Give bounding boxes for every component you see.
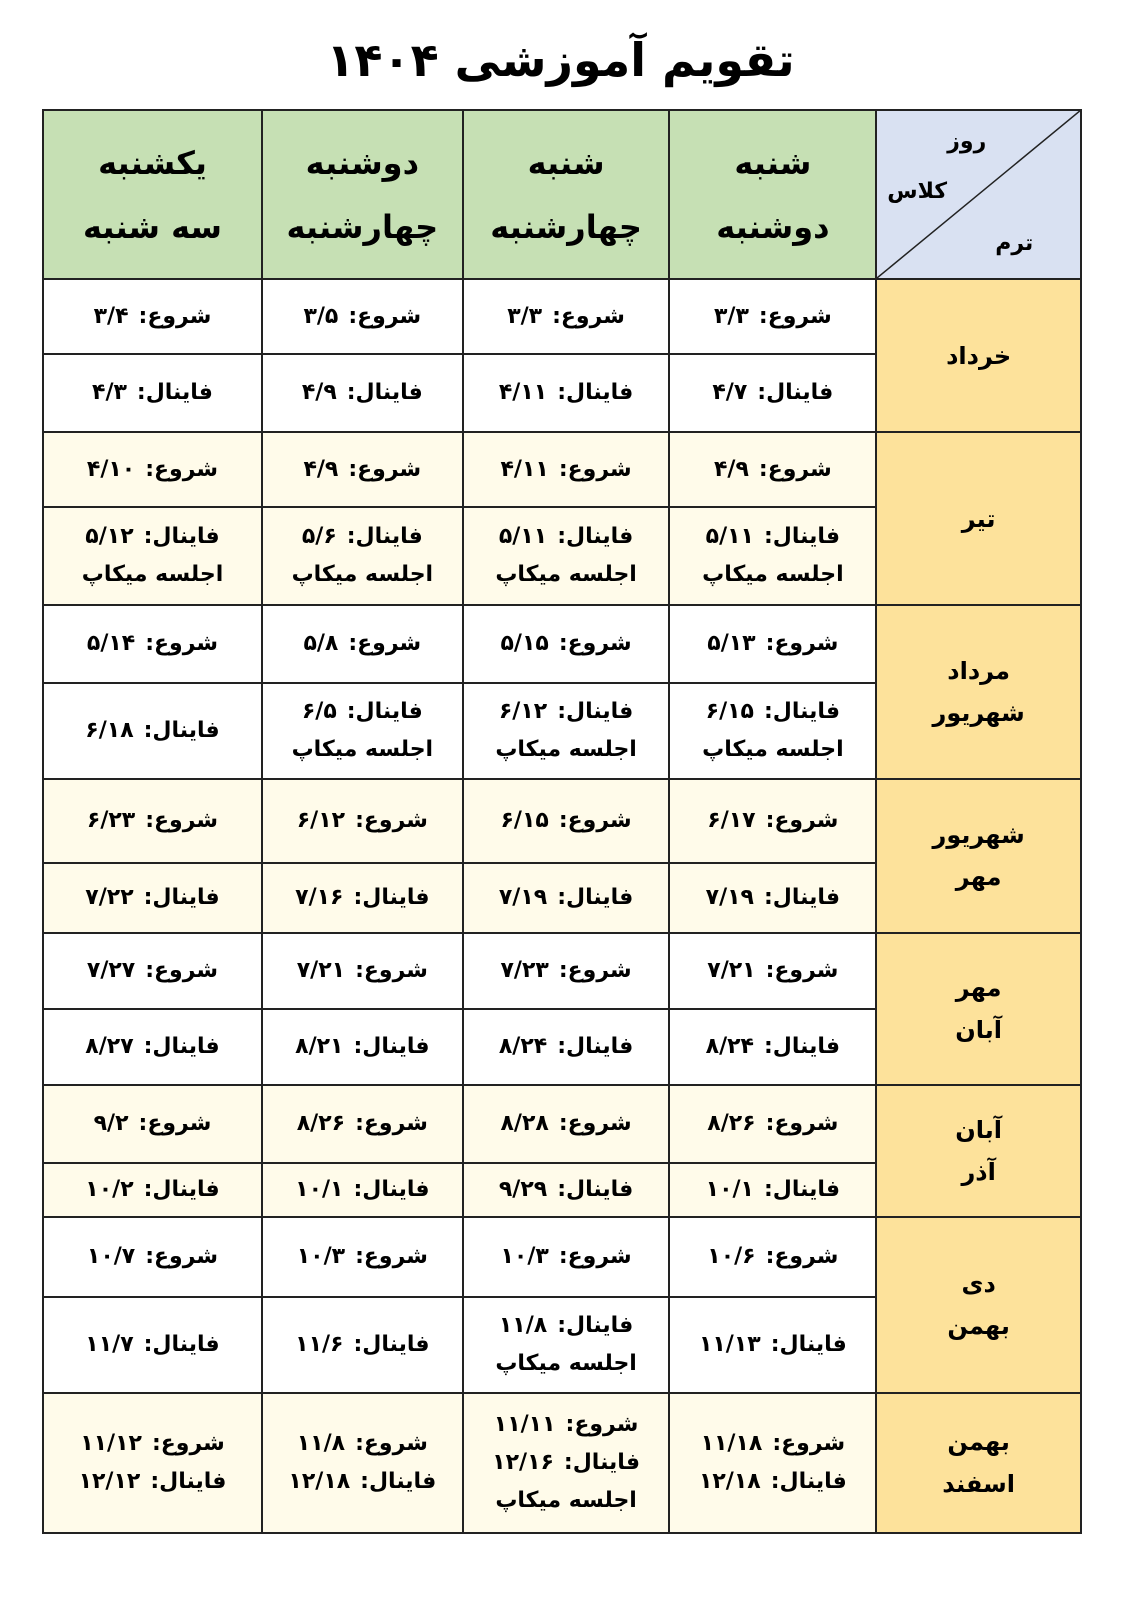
start-date: ۶/۱۵ [500,808,549,833]
final-date-cell [262,507,463,605]
start-date-cell [669,933,876,1009]
start-label: شروع: [151,1431,225,1456]
start-label: شروع: [565,1412,639,1437]
final-label: فاینال: [143,1332,220,1357]
makeup-note: اجلسه میکاپ [495,1488,637,1513]
term-name: آبان [955,1016,1002,1044]
start-date-cell [463,605,670,683]
start-label: شروع: [765,1111,839,1136]
final-date: ۱۲/۱۶ [492,1450,554,1475]
final-label: فاینال: [143,524,220,549]
makeup-note: اجلسه میکاپ [291,737,434,762]
final-date-cell [43,683,262,779]
start-date-cell [262,1085,463,1163]
start-date-cell [669,279,876,354]
start-date: ۶/۱۷ [707,808,756,833]
final-label: فاینال: [557,1177,634,1202]
final-date: ۱۲/۱۸ [288,1469,351,1494]
final-date-cell [262,354,463,432]
start-date: ۵/۱۴ [86,631,136,656]
final-label: فاینال: [770,1469,847,1494]
start-label: شروع: [765,631,839,656]
final-date: ۵/۱۱ [498,524,548,549]
final-date: ۸/۲۴ [705,1034,754,1059]
final-label: فاینال: [136,380,213,405]
final-label: فاینال: [763,524,841,549]
start-label: شروع: [765,958,839,983]
start-date: ۵/۱۳ [707,631,756,656]
start-label: شروع: [145,631,219,656]
start-label: شروع: [765,1244,839,1269]
final-date-cell [262,1297,463,1393]
start-date-cell [43,1217,262,1297]
start-date: ۵/۸ [303,631,339,656]
final-date: ۴/۷ [712,380,748,405]
start-label: شروع: [758,303,832,329]
start-date-cell [463,1217,670,1297]
start-date-cell [463,1393,670,1533]
final-date: ۱۰/۲ [85,1177,134,1202]
start-date-cell [669,1085,876,1163]
term-row-start [43,1217,1081,1297]
start-date-cell [669,779,876,863]
final-date: ۱۱/۶ [295,1332,344,1357]
column-header: یکشنبه سه شنبه [43,110,262,279]
final-date-cell [463,1163,670,1217]
final-label: فاینال: [143,1177,220,1202]
start-label: شروع: [355,958,428,983]
makeup-note: اجلسه میکاپ [291,562,434,587]
final-date: ۶/۵ [301,699,337,724]
start-label: شروع: [348,456,422,482]
final-label: فاینال: [770,1332,847,1357]
start-date-cell [43,605,262,683]
start-date-cell [43,779,262,863]
start-date: ۴/۱۱ [500,456,549,482]
final-label: فاینال: [346,699,423,724]
term-row-start [43,1085,1081,1163]
start-date: ۱۰/۳ [500,1244,549,1269]
final-label: فاینال: [763,1177,841,1202]
term-row-start [43,432,1081,507]
final-date-cell [669,1163,876,1217]
start-date: ۴/۱۰ [86,456,136,482]
start-date: ۶/۱۲ [296,808,346,833]
start-label: شروع: [558,631,632,656]
final-date-cell [43,1163,262,1217]
final-date: ۷/۱۹ [498,885,548,910]
term-name: شهریور [932,699,1025,727]
final-date: ۷/۲۲ [85,885,134,910]
final-date: ۶/۱۲ [498,699,548,724]
final-date-cell [43,507,262,605]
start-date: ۸/۲۶ [296,1111,346,1136]
final-date-cell [669,1009,876,1085]
start-date: ۱۱/۱۱ [493,1412,556,1437]
final-label: فاینال: [557,1313,634,1338]
start-label: شروع: [138,303,212,329]
corner-class-label: کلاس [887,179,948,204]
start-date-cell [463,933,670,1009]
start-label: شروع: [348,631,422,656]
final-label: فاینال: [143,885,220,910]
final-label: فاینال: [353,1034,430,1059]
final-date-cell [463,1009,670,1085]
term-name-cell [876,605,1081,779]
page-title: تقویم آموزشی ۱۴۰۴ [326,33,795,87]
start-label: شروع: [355,808,428,833]
final-date: ۵/۱۲ [85,524,134,549]
term-name-cell [876,779,1081,933]
final-date: ۱۱/۱۳ [698,1332,761,1357]
final-date: ۸/۲۷ [85,1034,134,1059]
final-label: فاینال: [353,1177,430,1202]
final-date-cell [463,863,670,933]
start-date-cell [262,933,463,1009]
final-date: ۱۱/۸ [498,1313,548,1338]
start-label: شروع: [552,303,625,329]
final-date-cell [262,1163,463,1217]
corner-header [876,110,1081,279]
final-date-cell [669,507,876,605]
start-date-cell [43,1085,262,1163]
start-date: ۷/۲۱ [296,958,346,983]
start-date-cell [669,1393,876,1533]
final-date-cell [463,1297,670,1393]
final-label: فاینال: [557,885,634,910]
column-header: دوشنبه چهارشنبه [262,110,463,279]
start-date-cell [262,605,463,683]
start-date-cell [463,432,670,507]
final-date-cell [262,683,463,779]
start-label: شروع: [355,1111,428,1136]
start-date-cell [43,432,262,507]
start-date: ۶/۲۳ [86,808,136,833]
start-label: شروع: [758,456,832,482]
final-date: ۱۰/۱ [295,1177,344,1202]
header-row [43,110,1081,279]
final-date: ۱۲/۱۸ [698,1469,761,1494]
term-name: شهریور [932,821,1025,849]
final-label: فاینال: [557,699,634,724]
term-row-start [43,933,1081,1009]
start-date: ۵/۱۵ [500,631,549,656]
final-date: ۴/۳ [92,380,127,405]
final-date: ۷/۱۹ [705,885,754,910]
final-date: ۶/۱۸ [85,718,134,743]
final-label: فاینال: [353,1332,430,1357]
term-name-cell [876,1085,1081,1217]
start-label: شروع: [145,958,219,983]
makeup-note: اجلسه میکاپ [495,1351,637,1376]
final-date: ۵/۱۱ [705,524,754,549]
term-name: خرداد [946,341,1012,370]
start-label: شروع: [558,1111,632,1136]
start-date: ۱۰/۶ [707,1244,756,1269]
start-date-cell [463,779,670,863]
start-label: شروع: [355,1244,428,1269]
start-date: ۱۱/۱۲ [80,1431,142,1456]
start-date: ۸/۲۸ [500,1111,549,1136]
calendar-table [42,109,1082,1534]
term-name-cell [876,1393,1081,1533]
final-date: ۸/۲۴ [498,1034,548,1059]
final-label: فاینال: [346,380,423,405]
start-label: شروع: [772,1431,846,1456]
term-name: دی [961,1270,996,1298]
term-name: مهر [955,974,1002,1002]
final-label: فاینال: [360,1469,437,1494]
start-date: ۳/۵ [303,303,339,329]
final-date-cell [463,507,670,605]
final-date-cell [43,354,262,432]
start-label: شروع: [558,1244,632,1269]
final-date: ۵/۶ [301,524,337,549]
final-label: فاینال: [143,1034,220,1059]
start-date-cell [669,432,876,507]
start-label: شروع: [145,808,219,833]
final-date-cell [669,863,876,933]
start-date: ۳/۴ [93,303,129,329]
term-name: مرداد [947,657,1010,685]
term-name: اسفند [942,1470,1015,1498]
start-date-cell [463,1085,670,1163]
makeup-note: اجلسه میکاپ [702,562,844,587]
final-label: فاینال: [563,1450,640,1475]
start-label: شروع: [355,1431,428,1456]
start-date-cell [262,779,463,863]
start-date-cell [262,1217,463,1297]
start-label: شروع: [138,1111,212,1136]
term-name-cell [876,1217,1081,1393]
final-date: ۱۱/۷ [85,1332,134,1357]
start-date-cell [669,605,876,683]
start-date-cell [262,279,463,354]
start-date: ۱۱/۱۸ [700,1431,763,1456]
start-date: ۳/۳ [714,303,749,329]
term-name: مهر [955,863,1002,891]
start-label: شروع: [558,958,632,983]
final-label: فاینال: [353,885,430,910]
start-date: ۱۰/۳ [296,1244,346,1269]
final-date-cell [463,683,670,779]
makeup-note: اجلسه میکاپ [702,737,844,762]
start-date-cell [669,1217,876,1297]
start-date: ۴/۹ [303,456,339,482]
start-date-cell [43,1393,262,1533]
start-date-cell [463,279,670,354]
final-date: ۴/۹ [301,380,337,405]
final-label: فاینال: [346,524,423,549]
start-date: ۱۰/۷ [86,1244,136,1269]
term-name: بهمن [947,1428,1010,1456]
final-date-cell [463,354,670,432]
final-date: ۱۲/۱۲ [78,1469,141,1494]
final-date: ۹/۲۹ [498,1177,548,1202]
term-name-cell [876,279,1081,432]
final-date: ۴/۱۱ [498,380,548,405]
start-label: شروع: [558,808,632,833]
term-row-start [43,605,1081,683]
final-label: فاینال: [763,699,841,724]
final-date-cell [669,354,876,432]
final-label: فاینال: [763,1034,841,1059]
final-date: ۷/۱۶ [295,885,344,910]
makeup-note: اجلسه میکاپ [495,562,637,587]
term-name: بهمن [947,1312,1010,1340]
final-date: ۸/۲۱ [295,1034,344,1059]
makeup-note: اجلسه میکاپ [495,737,637,762]
start-date: ۷/۲۷ [86,958,136,983]
start-label: شروع: [558,456,632,482]
start-date: ۸/۲۶ [707,1111,756,1136]
term-row-start [43,279,1081,354]
corner-day-label: روز [947,129,987,154]
start-label: شروع: [765,808,839,833]
start-date: ۴/۹ [714,456,749,482]
final-label: فاینال: [557,380,634,405]
start-date: ۱۱/۸ [296,1431,346,1456]
start-date-cell [262,432,463,507]
final-date: ۱۰/۱ [705,1177,754,1202]
start-date: ۷/۲۳ [500,958,549,983]
corner-term-label: ترم [995,231,1034,256]
final-date-cell [43,1297,262,1393]
term-name-cell [876,933,1081,1085]
final-date-cell [669,683,876,779]
final-date-cell [262,1009,463,1085]
final-date: ۶/۱۵ [705,699,754,724]
start-date-cell [262,1393,463,1533]
final-label: فاینال: [150,1469,227,1494]
start-label: شروع: [145,456,219,482]
final-date-cell [43,1009,262,1085]
final-label: فاینال: [757,380,834,405]
column-header: شنبه دوشنبه [669,110,876,279]
final-label: فاینال: [143,718,220,743]
start-date-cell [43,933,262,1009]
start-label: شروع: [348,303,422,329]
start-date: ۳/۳ [507,303,543,329]
final-label: فاینال: [557,1034,634,1059]
term-name: آذر [961,1158,996,1186]
start-date: ۹/۲ [93,1111,129,1136]
start-date-cell [43,279,262,354]
final-label: فاینال: [557,524,634,549]
term-name: تیر [961,504,996,533]
final-date-cell [669,1297,876,1393]
column-header: شنبه چهارشنبه [463,110,670,279]
term-name: آبان [955,1116,1002,1144]
term-name-cell [876,432,1081,605]
start-label: شروع: [145,1244,219,1269]
makeup-note: اجلسه میکاپ [81,562,224,587]
term-row-start [43,779,1081,863]
final-date-cell [262,863,463,933]
term-row-start [43,1393,1081,1533]
final-label: فاینال: [763,885,841,910]
final-date-cell [43,863,262,933]
start-date: ۷/۲۱ [707,958,756,983]
